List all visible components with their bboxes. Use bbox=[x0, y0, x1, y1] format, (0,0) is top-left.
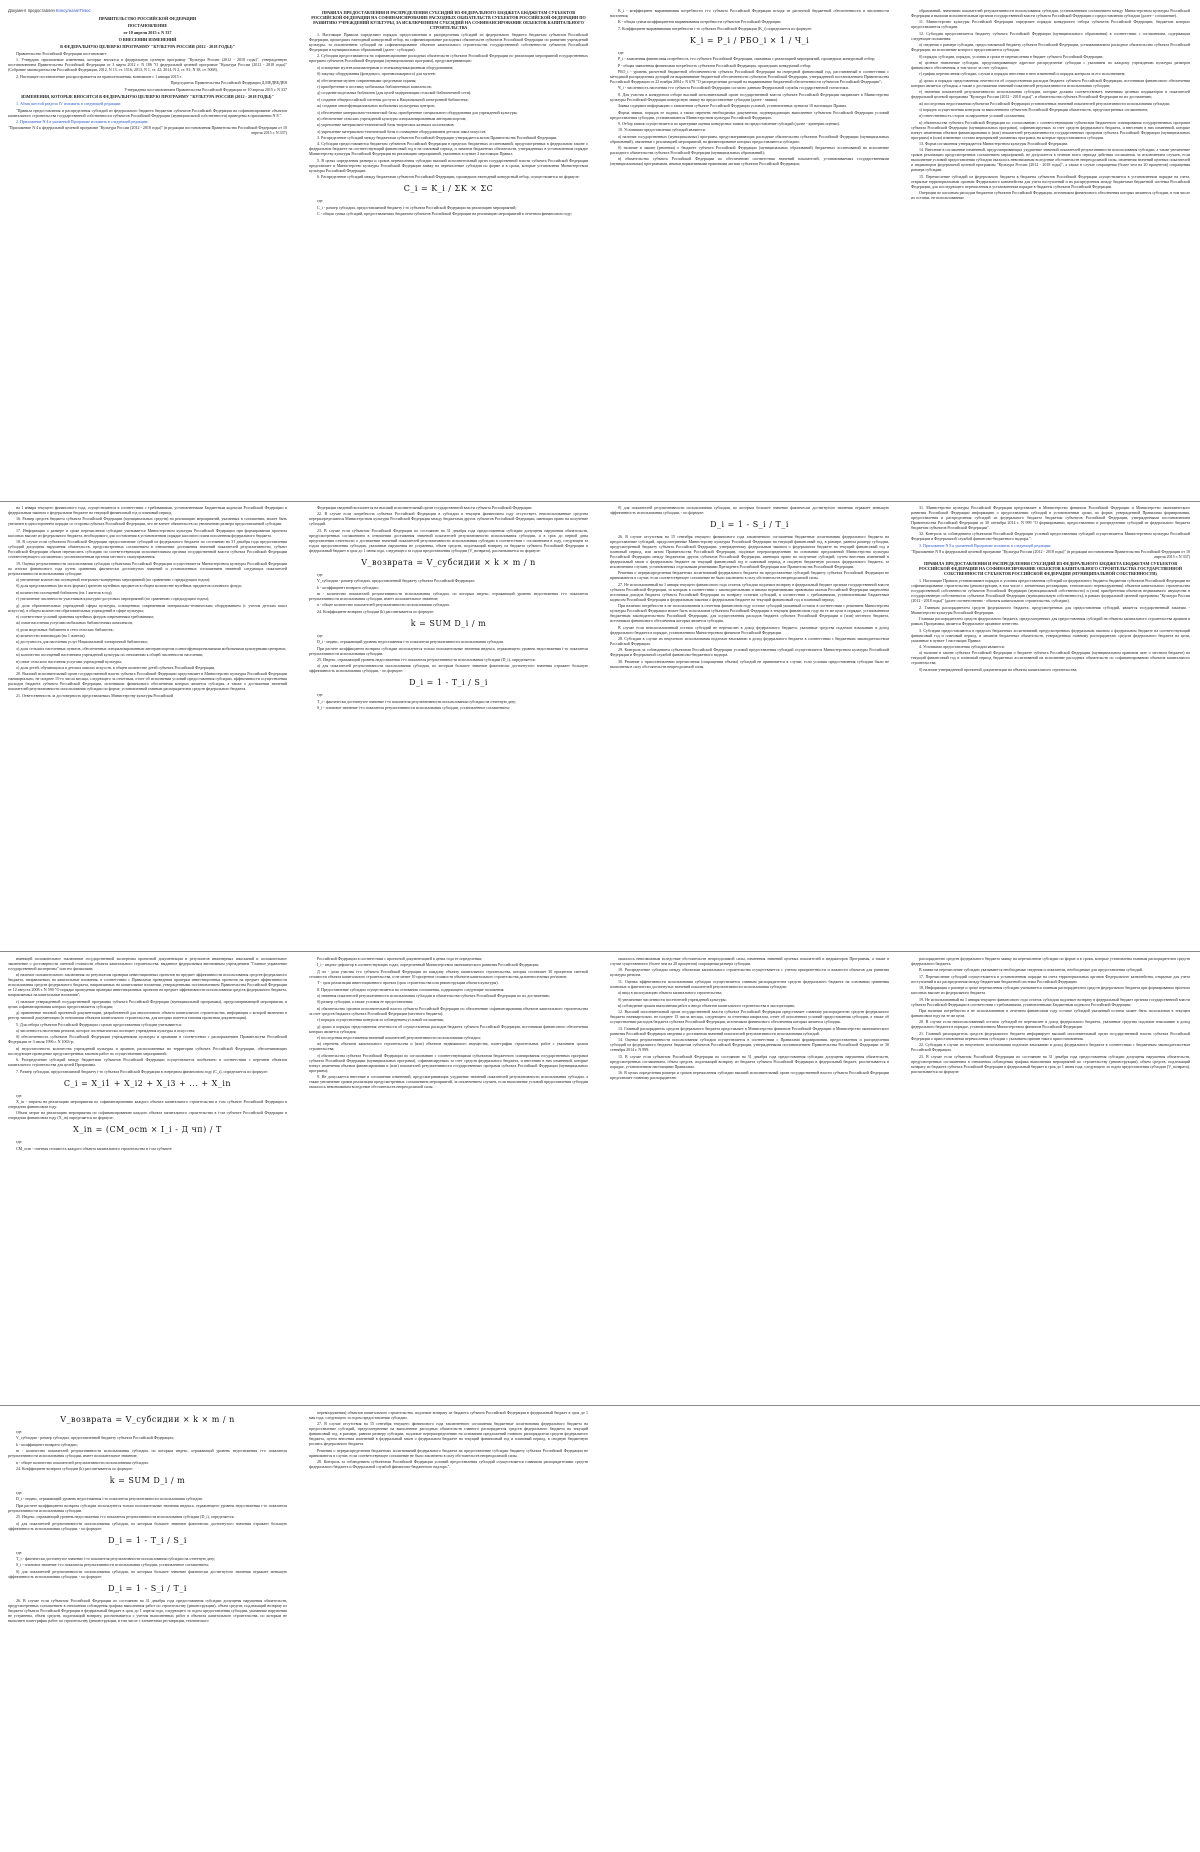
body-paragraph: в) обеспечение музеев современными средствами охраны; bbox=[317, 77, 417, 83]
body-paragraph: в) количество посещений библиотек (на 1 жителя в год); bbox=[16, 589, 113, 595]
body-paragraph: 27. В случае отсутствия на 15 сентября текущего финансового года заключенного соглашения бюджетные ассигнования федерального бюджета на предоставление субсидий, предусмотренные на выполнение расходных обязательств главного распорядителя средств федерального бюджета на текущий финансовый год, в размере, равном размеру субсидии, подлежат перераспределению на основании предложений главного распорядителя средств федерального бюджета, путем внесения изменений в федеральный закон о федеральном бюджете на текущий финансовый год и плановый период, в сводную бюджетную роспись федерального бюджета. bbox=[309, 1421, 588, 1447]
formula bbox=[8, 1079, 287, 1088]
body-paragraph: K - общая сумма коэффициентов выравнивания потребности субъектов Российской Федерации. bbox=[618, 19, 782, 25]
body-paragraph: г) график перечисления субсидии, случаи и порядок внесения в него изменений и порядок контроля за его исполнением; bbox=[919, 71, 1126, 77]
body-paragraph: имеющей положительное заключение государственной экспертизы проектной документации и результатов инженерных изысканий и положительное заключение о достоверности сметной стоимости объекта капитального строительства, выданное федеральным автономным учреждением "Главное управление государственной экспертизы" или его филиалами; bbox=[8, 956, 287, 971]
body-paragraph: где: bbox=[16, 1139, 23, 1145]
body-paragraph: з) порядок осуществления контроля за выполнением субъектом Российской Федерации обязательств, предусмотренных соглашением; bbox=[919, 106, 1148, 112]
body-paragraph: 5. В целях определения размера и сроков перечисления субсидии высший исполнительный орган государственной власти субъекта Российской Федерации представляет в Министерство культуры Российской Федерации заявку на перечисление субсидии по форме и в сроки, которые установлены Министерством культуры Российской Федерации. bbox=[309, 157, 588, 173]
document-page bbox=[606, 503, 893, 949]
formula bbox=[8, 1584, 287, 1593]
approval-note: "Приложение N 8 к федеральной целевой программе "Культура России (2012 - 2018 годы)" (в редакции постановления Правительства Российской Федерации от 10 апреля 2015 г. N 337) bbox=[911, 548, 1190, 559]
body-paragraph: T_i - фактически достигнутое значение i-го показателя результативности использования субсидии на отчетную дату; bbox=[16, 1555, 216, 1561]
body-paragraph: 1. Настоящие Правила устанавливают порядок и условия предоставления субсидий из федерального бюджета бюджетам субъектов Российской Федерации на софинансирование строительства (реконструкции, в том числе с элементами реставрации, технического перевооружения) объектов капитального строительства государственной собственности субъектов Российской Федерации (муниципальной собственности) и (или) приобретения объектов недвижимого имущества в государственную собственность субъектов Российской Федерации (муниципальную собственность), в рамках федеральной целевой программы "Культура России (2012 - 2018 годы)" (далее соответственно - объекты капитального строительства, субсидии). bbox=[911, 578, 1190, 604]
body-paragraph: о) доля детей, обучающихся в детских школах искусств, в общем количестве детей субъекта Российской Федерации. bbox=[16, 665, 216, 671]
formula-text: C_i = K_i / ΣK × ΣC bbox=[403, 184, 494, 194]
header-prefix: Документ предоставлен bbox=[8, 8, 55, 13]
body-paragraph: м) количество посещений населением учреждений культуры по отношению к общей численности населения; bbox=[16, 652, 203, 658]
body-paragraph: 6. Распределение субсидий между бюджетами субъектов Российской Федерации осуществляется пообъектно в соответствии с перечнем объектов капитального строительства для целей Программы. bbox=[8, 1057, 287, 1068]
body-paragraph: В заявке на перечисление субсидии указываются необходимые сведения и показатели, необходимые для предоставления субсидий. bbox=[919, 967, 1143, 973]
body-paragraph: 28. Субсидии в случае их нецелевого использования подлежат взысканию в доход федерального бюджета в соответствии с бюджетным законодательством Российской Федерации. bbox=[610, 635, 889, 646]
header-provider-note bbox=[8, 8, 287, 13]
body-paragraph: Решения о перераспределении бюджетных ассигнований федерального бюджета на предоставление субсидии бюджету субъекта Российской Федерации не принимаются в случае, если соответствующее соглашение не было заключено в силу обстоятельств непреодолимой силы. bbox=[309, 1447, 588, 1458]
body-paragraph: 15. Перечисление субсидий из федерального бюджета в бюджеты субъектов Российской Федерации осуществляется в установленном порядке на счета, открытые территориальным органам Федерального казначейства для учета поступлений и их распределения между бюджетами бюджетной системы Российской Федерации, для последующего перечисления в установленном порядке в бюджеты субъектов Российской Федерации. bbox=[911, 173, 1190, 189]
formula-text: k = SUM D_i / m bbox=[410, 618, 487, 628]
body-paragraph: д) доля образовательных учреждений сферы культуры, оснащенных современным материально-техническим оборудованием (с учетом детских школ искусств), в общем количестве образовательных учреждений в сфере культуры; bbox=[8, 602, 287, 613]
body-paragraph: а) для показателей результативности использования субсидии, по которым большее значение фактически достигнутого значения отражает большую эффективность использования субсидии, - по формуле: bbox=[309, 663, 588, 674]
section-title: ПОСТАНОВЛЕНИЕ bbox=[127, 23, 168, 28]
body-paragraph: ж) последствия недостижения субъектом Российской Федерации установленных значений показателей результативности использования субсидии; bbox=[919, 100, 1170, 106]
body-paragraph: в) наличие положительного заключения по результатам проверки инвестиционных проектов на предмет эффективности использования средств федерального бюджета, направляемых на капитальные вложения, в соответствии с Правилами проведения проверки инвестиционных проектов на предмет эффективности использования средств федерального бюджета, направляемых на капитальные вложения, утвержденными постановлением Правительства Российской Федерации от 12 августа 2008 г. N 590 "О порядке проведения проверки инвестиционных проектов на предмет эффективности использования средств федерального бюджета, направляемых на капитальные вложения"; bbox=[8, 972, 287, 998]
body-paragraph: 32. Контроль за соблюдением субъектами Российской Федерации условий предоставления субсидий осуществляется Министерством культуры Российской Федерации и Федеральной службой финансово-бюджетного надзора.". bbox=[911, 531, 1190, 542]
body-paragraph: 1. Утвердить прилагаемые изменения, которые вносятся в федеральную целевую программу "Культура России (2012 - 2018 годы)", утвержденную постановлением Правительства Российской Федерации от 3 марта 2012 г. N 186 "О федеральной целевой программе "Культура России (2012 - 2018 годы)" (Собрание законодательства Российской Федерации, 2012, N 13, ст. 1516; 2013, N 1, ст. 42; 2014, N 2, ст. 81; N 38, ст. 5068). bbox=[8, 57, 287, 73]
body-paragraph: S_i - плановое значение i-го показателя результативности использования субсидии, установленное соглашением; bbox=[317, 705, 510, 711]
body-paragraph: где: bbox=[317, 198, 324, 204]
body-paragraph: 10. Условиями предоставления субсидий являются: bbox=[618, 127, 706, 133]
body-paragraph: k - коэффициент возврата субсидии; bbox=[317, 584, 379, 590]
body-paragraph: 2. Главным распорядителем средств федерального бюджета, предусмотренных для предоставления субсидий, является государственный заказчик - Министерство культуры Российской Федерации. bbox=[911, 604, 1190, 615]
body-paragraph: 27. Не использованный на 1 января текущего финансового года остаток субсидии подлежит возврату в федеральный бюджет органом государственной власти субъекта Российской Федерации, за которым в соответствии с законодательными и иными нормативными правовыми актами Российской Федерации закреплены источники доходов бюджета субъекта Российской Федерации по возврату остатков субсидий, в соответствии с требованиями, установленными Бюджетным кодексом Российской Федерации и федеральным законом о федеральном бюджете на текущий финансовый год и плановый период. bbox=[610, 581, 889, 602]
body-paragraph: 22. Субсидии в случае их нецелевого использования подлежат взысканию в доход федерального бюджета в соответствии с бюджетным законодательством Российской Федерации. bbox=[911, 1042, 1190, 1053]
formula bbox=[8, 1476, 287, 1485]
body-paragraph: V_субсидии - размер субсидии, предоставленной бюджету субъекта Российской Федерации; bbox=[317, 578, 475, 584]
body-paragraph: 19. Оценка результативности использования субсидии субъектами Российской Федерации осуществляется Министерством культуры Российской Федерации по итогам финансового года путем сравнения фактически достигнутых значений и установленных соглашением значений следующих показателей результативности использования субсидии: bbox=[8, 560, 287, 576]
body-paragraph: P - общая заявленная финансовая потребность субъектов Российской Федерации, прошедших конкурсный отбор; bbox=[618, 62, 812, 68]
formula-text: V_возврата = V_субсидии × k × m / n bbox=[60, 1415, 235, 1424]
body-paragraph: 26. В случае отсутствия на 15 сентября текущего финансового года заключенного соглашения бюджетные ассигнования федерального бюджета на предоставление субсидий, предусмотренные Министерству культуры Российской Федерации на текущий финансовый год, в размере, равном размеру субсидии, предусмотренной бюджету субъекта Российской Федерации, утвержденному федеральным законом о федеральном бюджете на текущий финансовый год и плановый период, или актом Правительства Российской Федерации, подлежат перераспределению на основании предложений Министерства культуры Российской Федерации между бюджетами других субъектов Российской Федерации, имеющих право на получение субсидий, путем внесения изменений в федеральный закон о федеральном бюджете на текущий финансовый год и плановый период, в сводную бюджетную роспись федерального бюджета, за исключением случаев, установленных отдельными решениями Президента Российской Федерации или Правительства Российской Федерации. bbox=[610, 534, 889, 569]
document-page bbox=[305, 503, 592, 949]
body-paragraph: "Правила предоставления и распределения субсидий из федерального бюджета бюджетам субъектов Российской Федерации на софинансирование объектов капитального строительства государственной собственности субъектов Российской Федерации (муниципальной собственности) приведены в приложении N 8.". bbox=[8, 107, 287, 118]
body-paragraph: m - количество показателей результативности использования субсидии, по которым индекс, отражающий уровень недостижения i-го показателя результативности использования субсидии, имеет положительное значение; bbox=[309, 590, 588, 601]
body-paragraph: к) укрепление материально-технической базы творческих казачьих коллективов; bbox=[317, 122, 455, 128]
body-paragraph: е) создание общероссийской системы доступа к Национальной электронной библиотеке; bbox=[317, 96, 469, 102]
document-page bbox=[606, 954, 893, 1403]
formula bbox=[8, 1536, 287, 1545]
body-paragraph: 12. Высший исполнительный орган государственной власти субъекта Российской Федерации представляет главному распорядителю средств федерального бюджета ежеквартально, не позднее 15 числа месяца, следующего за отчетным кварталом, отчет об исполнении условий предоставления субсидии, а также об осуществлении расходов бюджета субъекта Российской Федерации, источником финансового обеспечения которых является субсидия. bbox=[610, 1009, 889, 1025]
body-paragraph: а) сведения о размере субсидии, предоставляемой бюджету субъекта Российской Федерации, устанавливаемом расходное обязательство субъекта Российской Федерации, на исполнение которого предоставляется субсидия; bbox=[911, 42, 1190, 53]
body-paragraph: Операции по кассовым расходам бюджетов субъектов Российской Федерации, источником финансового обеспечения которых являются субсидии, в том числе их остатки, не использованные bbox=[911, 190, 1190, 201]
body-paragraph: а) увеличение количества посещений театрально-концертных мероприятий (по сравнению с предыдущим годом); bbox=[16, 576, 211, 582]
body-paragraph: к) обязательства субъекта Российской Федерации по согласованию с соответствующими субъектами бюджетного планирования государственных программ субъекта Российской Федерации (муниципальных программ), софинансируемых за счет средств федерального бюджета, и внесению в них изменений, которые влекут изменения объемов финансирования и (или) показателей результативности государственных программ субъекта Российской Федерации (муниципальных программ) и (или) изменение состава мероприятий указанных программ, на которые предоставляются субсидии. bbox=[911, 119, 1190, 140]
body-paragraph: на 1 января текущего финансового года, осуществляются в соответствии с требованиями, установленными Бюджетным кодексом Российской Федерации и федеральным законом о федеральном бюджете на текущий финансовый год и плановый период. bbox=[8, 505, 287, 515]
document-page bbox=[907, 954, 1194, 1403]
body-paragraph: где: bbox=[16, 1092, 23, 1098]
body-paragraph: где: bbox=[317, 571, 324, 577]
document-page bbox=[305, 954, 592, 1403]
body-paragraph: з) обязательства субъекта Российской Федерации по согласованию с соответствующими субъектами бюджетного планирования государственных программ субъекта Российской Федерации (муниципальных программ), софинансируемых за счет средств федерального бюджета, и внесению в них изменений, которые влекут изменения объемов финансирования и (или) показателей результативности государственных программ субъекта Российской Федерации (муниципальных программ); bbox=[309, 1052, 588, 1073]
body-paragraph: д) применение типовой проектной документации, разработанной для аналогичного объекта капитального строительства, информация о которой включена в реестр типовой документации (в отношении объектов капитального строительства, для которых имеется типовая проектная документация). bbox=[8, 1010, 287, 1021]
body-paragraph: 8. Предоставление субсидии осуществляется на основании соглашения, содержащего следующие положения: bbox=[317, 986, 505, 992]
body-paragraph: 7. Коэффициент выравнивания потребности i-го субъекта Российской Федерации (K_i) определяется по формуле: bbox=[618, 25, 813, 31]
approval-note: Утверждены постановлением Правительства Российской Федерации от 10 апреля 2015 г. N 337 bbox=[124, 86, 287, 92]
body-paragraph: 4. Условиями предоставления субсидии являются: bbox=[919, 643, 1005, 649]
body-paragraph: Решения о перераспределении бюджетных ассигнований федерального бюджета на предоставление субсидий бюджету субъекта Российской Федерации не принимаются в случае, если соответствующее соглашение не было заключено в силу обстоятельств непреодолимой силы. bbox=[610, 570, 889, 581]
body-paragraph: л) доля сельских населенных пунктов, обеспеченных специализированным автотранспортом и многофункциональными мобильными культурными центрами; bbox=[16, 645, 286, 651]
body-paragraph: 30. Решение о приостановлении перечисления (сокращении объема) субсидий не принимается в случае, если условия предоставления субсидии были не выполнены в силу обстоятельств непреодолимой силы. bbox=[610, 658, 889, 669]
body-paragraph: 3. Распределение субсидий между бюджетами субъектов Российской Федерации утверждается актом Правительства Российской Федерации. bbox=[317, 135, 558, 141]
formula bbox=[309, 184, 588, 193]
body-paragraph: 2. Настоящее постановление распространяется на правоотношения, возникшие с 1 января 2015 г. bbox=[16, 73, 182, 79]
body-paragraph: а) наличие в законе субъекта Российской Федерации о бюджете субъекта Российской Федерации (муниципальном правовом акте о местном бюджете) на текущий финансовый год и плановый период бюджетных ассигнований на исполнение расходных обязательств по софинансированию объектов капитального строительства; bbox=[911, 650, 1190, 666]
body-paragraph: 9. Отбор заявок осуществляется по критериям оценки конкурсных заявок на предоставление субсидий (далее - критерии оценки). bbox=[618, 120, 840, 126]
section-title: ПРАВИЛА ПРЕДОСТАВЛЕНИЯ И РАСПРЕДЕЛЕНИЯ СУБСИДИЙ ИЗ ФЕДЕРАЛЬНОГО БЮДЖЕТА БЮДЖЕТАМ СУБЪЕКТОВ РОССИЙСКОЙ ФЕДЕРАЦИИ НА СОФИНАНСИРОВАНИЕ ОБЪЕКТОВ КАПИТАЛЬНОГО СТРОИТЕЛЬСТВА ГОСУДАРСТВЕННОЙ СОБСТВЕННОСТИ СУБЪЕКТОВ РОССИЙСКОЙ ФЕДЕРАЦИИ (МУНИЦИПАЛЬНОЙ СОБСТВЕННОСТИ) bbox=[919, 561, 1182, 577]
body-paragraph: При наличии потребности в не использованном в отчетном финансовом году остатке субсидий указанный остаток может быть использован в текущем финансовом году на те же цели. bbox=[911, 1007, 1190, 1018]
body-paragraph: n - общее количество показателей результативности использования субсидии. bbox=[16, 1459, 149, 1465]
formula-text: C_i = X_i1 + X_i2 + X_i3 + ... + X_in bbox=[63, 1078, 232, 1088]
document-page bbox=[907, 6, 1194, 500]
document-page bbox=[907, 503, 1194, 949]
body-paragraph: 1. Настоящие Правила определяют порядок предоставления и распределения субсидий из федерального бюджета бюджетам субъектов Российской Федерации, прошедших ежегодный конкурсный отбор, на софинансирование расходных обязательств субъектов Российской Федерации по развитию учреждений культуры, за исключением субсидий на софинансирование объектов капитального строительства государственной собственности субъектов Российской Федерации и муниципальных образований (далее - субсидии). bbox=[309, 32, 588, 52]
row-separator bbox=[0, 1405, 1200, 1406]
body-paragraph: V_субсидии - размер субсидии, предоставленной бюджету субъекта Российской Федерации; bbox=[16, 1435, 174, 1441]
body-paragraph: и) обеспечение сельских учреждений культуры специализированным автотранспортом; bbox=[317, 115, 467, 121]
body-paragraph: где: bbox=[618, 49, 625, 55]
body-paragraph: 25. Индекс, отражающий уровень недостижения i-го показателя результативности использования субсидии (D_i), определяется: bbox=[16, 1514, 235, 1520]
formula bbox=[8, 1415, 287, 1424]
formula-text: D_i = 1 - T_i / S_i bbox=[409, 678, 488, 688]
body-paragraph: 13. Форма соглашения утверждается Министерством культуры Российской Федерации. bbox=[919, 141, 1068, 147]
formula-text: V_возврата = V_субсидии × k × m / n bbox=[361, 557, 536, 567]
body-paragraph: 15. В случае если субъектом Российской Федерации по состоянию на 31 декабря года предоставления субсидии допущены нарушения обязательств, предусмотренных соглашением, объем средств, подлежащий возврату из бюджета субъекта Российской Федерации в федеральный бюджет, рассчитывается в порядке, установленном настоящими Правилами. bbox=[610, 1053, 889, 1069]
body-paragraph: При расчете коэффициента возврата субсидии используются только положительные значения индекса, отражающего уровень недостижения i-го показателя результативности использования субсидии. bbox=[309, 645, 588, 656]
body-paragraph: г) порядок осуществления контроля за соблюдением условий соглашения; bbox=[317, 1017, 444, 1023]
section-title: В ФЕДЕРАЛЬНУЮ ЦЕЛЕВУЮ ПРОГРАММУ "КУЛЬТУРА РОССИИ (2012 - 2018 ГОДЫ)" bbox=[60, 44, 235, 49]
body-paragraph: X_in - затраты на реализацию мероприятия по софинансированию каждого объекта капитального строительства в i-ом субъекте Российской Федерации в очередном финансовом году. bbox=[8, 1098, 287, 1109]
row-separator bbox=[0, 951, 1200, 952]
document-page bbox=[4, 1408, 291, 1848]
section-title: О ВНЕСЕНИИ ИЗМЕНЕНИЙ bbox=[118, 37, 177, 42]
body-paragraph: б) обеспеченность субъектов Российской Федерации учреждениями культуры и архивами в соответствии с распоряжением Правительства Российской Федерации от 3 июля 1996 г. N 1063-р; bbox=[8, 1034, 287, 1045]
body-paragraph: T_i - фактически достигнутое значение i-го показателя результативности использования субсидии на отчетную дату; bbox=[317, 698, 517, 704]
body-paragraph: 3. Субсидии предоставляются в пределах бюджетных ассигнований, предусмотренных федеральным законом о федеральном бюджете на соответствующий финансовый год и плановый период, и лимитов бюджетных обязательств, утвержденных главному распорядителю средств федерального бюджета на цели, указанные в пункте 1 настоящих Правил. bbox=[911, 627, 1190, 643]
body-paragraph: 25. Индекс, отражающий уровень недостижения i-го показателя результативности использования субсидии (D_i), определяется: bbox=[317, 656, 536, 662]
body-paragraph: 6. Распределение субсидий между бюджетами субъектов Российской Федерации, прошедших ежегодный конкурсный отбор, осуществляется по формуле: bbox=[317, 174, 580, 180]
body-paragraph: 29. Контроль за соблюдением субъектами Российской Федерации условий предоставления субсидий осуществляется Министерством культуры Российской Федерации и Федеральной службой финансово-бюджетного надзора. bbox=[610, 647, 889, 658]
body-paragraph: ж) охват населения услугами мобильных библиотечных комплексов; bbox=[16, 620, 134, 626]
formula bbox=[8, 1125, 287, 1134]
amendment-link-paragraph[interactable]: 1. Абзац шестой раздела IV изложить в следующей редакции: bbox=[16, 101, 122, 107]
body-paragraph: перевооружения) объектов капитального строительства, подлежит возврату из бюджета субъекта Российской Федерации в федеральный бюджет в срок до 1 мая года, следующего за годом предоставления субсидии. bbox=[309, 1410, 588, 1420]
body-paragraph: 16. В целях определения размера и сроков перечисления субсидии высший исполнительный орган государственной власти субъекта Российской Федерации представляет главному распорядителю bbox=[610, 1069, 889, 1080]
body-paragraph: В случае если неиспользованный остаток субсидий не перечислен в доход федерального бюджета, указанные средства подлежат взысканию в доход федерального бюджета в порядке, установленном Министерством финансов Российской Федерации. bbox=[610, 624, 889, 635]
body-paragraph: 10. Распределение субсидии между объектами капитального строительства осуществляется с учетом приоритетности и важности объектов для развития культуры региона. bbox=[610, 967, 889, 978]
body-paragraph: D_i - индекс, отражающий уровень недостижения i-го показателя результативности использования субсидии. bbox=[317, 639, 504, 645]
body-paragraph: 11. Министерство культуры Российской Федерации определяет порядок конкурсного отбора субъектов Российской Федерации, бюджетам которых предоставляются субсидии. bbox=[911, 19, 1190, 30]
body-paragraph: 9. Не допускается внесение в соглашение изменений, предусматривающих ухудшение значений показателей результативности использования субсидии, а также увеличение сроков реализации предусмотренных соглашением мероприятий, за исключением случаев, если выполнение условий предоставления субсидии оказалось невозможным вследствие обстоятельств непреодолимой силы. bbox=[309, 1074, 588, 1090]
body-paragraph: Заявка содержит информацию о заявленном субъекте Российской Федерации условий, установленных пунктом 10 настоящих Правил. bbox=[618, 103, 848, 109]
body-paragraph: P_i - заявленная финансовая потребность i-го субъекта Российской Федерации, связанная с реализацией мероприятий, прошедших конкурсный отбор; bbox=[618, 56, 875, 62]
body-paragraph: з) доля модельных библиотек в сети сельских библиотек; bbox=[16, 626, 114, 632]
body-paragraph: 18. В случае если субъектом Российской Федерации предоставление субсидий из федерального бюджета по состоянию на 31 декабря года предоставления субсидий допущены нарушения обязательств, предусмотренных соглашением в отношении достижения значений показателей результативности, субъект Российской Федерации обязан перечислить субсидию по соответствующим исполнительным органам государственной власти субъекта Российской Федерации соответствующего соглашения с уполномоченным органом местного самоуправления. bbox=[8, 539, 287, 560]
body-paragraph: Объем затрат на реализацию мероприятия по софинансированию каждого объекта капитального строительства в i-ом субъекте Российской Федерации в очередном финансовом году (X_in) определяется по формуле: bbox=[8, 1110, 287, 1121]
body-paragraph: б) для показателей результативности использования субсидии, по которым большее значение фактически достигнутого значения отражает меньшую эффективность использования субсидии, - по формуле: bbox=[610, 505, 889, 515]
body-paragraph: где: bbox=[317, 632, 324, 638]
body-paragraph: в) соблюдение сроков выполнения работ и ввода объектов капитального строительства в эксплуатацию; bbox=[618, 1002, 796, 1008]
body-paragraph: где: bbox=[317, 692, 324, 698]
section-title: ПРАВИТЕЛЬСТВО РОССИЙСКОЙ ФЕДЕРАЦИИ bbox=[98, 16, 197, 21]
body-paragraph: Правительство Российской Федерации постановляет: bbox=[16, 51, 108, 56]
body-paragraph: 21. Главный распорядитель средств федерального бюджета информирует высший исполнительный орган государственной власти субъекта Российской Федерации о приостановлении перечисления субсидии с указанием причин такого приостановления. bbox=[911, 1030, 1190, 1041]
body-paragraph: 2. Субсидии предоставляются на софинансирование расходных обязательств субъектов Российской Федерации по реализации мероприятий государственных программ субъектов Российской Федерации (муниципальных программ), предусматривающих: bbox=[309, 53, 588, 64]
document-page bbox=[4, 954, 291, 1403]
body-paragraph: Д чп - доля участия i-го субъекта Российской Федерации по каждому объекту капитального строительства, которая составляет 30 процентов сметной стоимости объекта капитального строительства, и не менее 10 процентов стоимости объектов капитального строительства дальневосточных регионов; bbox=[309, 968, 588, 979]
body-paragraph: где: bbox=[16, 1549, 23, 1555]
body-paragraph: 28. Контроль за соблюдением субъектами Российской Федерации условий предоставления субсидий осуществляется главными распорядителями средств федерального бюджета и Федеральной службой финансово-бюджетного надзора.". bbox=[309, 1459, 588, 1470]
body-paragraph: РБО_i - уровень расчетной бюджетной обеспеченности субъекта Российской Федерации на очередной финансовый год, рассчитанный в соответствии с методикой распределения дотаций на выравнивание бюджетной обеспеченности субъектов Российской Федерации, утвержденной постановлением Правительства Российской Федерации от 22 ноября 2004 г. N 670 "О распределении дотаций на выравнивание бюджетной обеспеченности субъектов Российской Федерации"; bbox=[610, 68, 889, 84]
body-paragraph: а) для показателей результативности использования субсидии, по которым большее значение фактически достигнутого значения отражает большую эффективность использования субсидии, - по формуле: bbox=[8, 1520, 287, 1531]
approval-note: Председатель Правительства Российской Федерации Д.МЕДВЕДЕВ bbox=[170, 79, 287, 85]
body-paragraph: г) наличие утвержденной государственной программы субъекта Российской Федерации (муниципальной программы), предусматривающей мероприятия, в целях софинансирования которых предоставляется субсидия; bbox=[8, 998, 287, 1009]
formula-text: D_i = 1 - S_i / T_i bbox=[710, 520, 789, 529]
body-paragraph: 8. Для участия в конкурсном отборе высший исполнительный орган государственной власти субъекта Российской Федерации направляет в Министерство культуры Российской Федерации конкурсную заявку на предоставление субсидии (далее - заявка). bbox=[610, 91, 889, 102]
body-paragraph: Российской Федерации в соответствии с проектной документацией в ценах года ее определения; bbox=[317, 956, 483, 961]
body-paragraph: и) ответственность сторон за нарушение условий соглашения; bbox=[919, 113, 1026, 119]
body-paragraph: n - общее количество показателей результативности использования субсидии. bbox=[317, 602, 450, 608]
amendment-link-paragraph[interactable]: 3. Приложение N 8 к указанной Программе изложить в следующей редакции: bbox=[919, 542, 1052, 548]
formula-text: k = SUM D_i / m bbox=[109, 1475, 186, 1485]
body-paragraph: m - количество показателей результативности использования субсидии, по которым индекс, отражающий уровень недостижения i-го показателя результативности использования субсидии, имеет положительное значение; bbox=[8, 1448, 287, 1459]
body-paragraph: Ч_i - численность населения i-го субъекта Российской Федерации согласно данным Федеральной службы государственной статистики. bbox=[618, 85, 849, 91]
body-paragraph: к) доступность для населения услуг Национальной электронной библиотеки; bbox=[16, 639, 148, 645]
formula-text: K_i = P_i / РБО_i × 1 / Ч_i bbox=[689, 35, 810, 45]
document-page bbox=[4, 503, 291, 949]
body-paragraph: в) обязательство органов исполнительной власти субъекта Российской Федерации по обеспечению софинансирования объектов капитального строительства за счет средств бюджета субъекта Российской Федерации (местного бюджета); bbox=[309, 1005, 588, 1016]
row-separator bbox=[0, 501, 1200, 502]
body-paragraph: 18. Информация о размере и сроке перечисления субсидии учитывается главным распорядителем средств федерального бюджета при формировании прогноза кассовых выплат из федерального бюджета. bbox=[911, 985, 1190, 996]
body-paragraph: г) приобретение и поставку мобильных библиотечных комплексов; bbox=[317, 83, 432, 89]
body-paragraph: е) значения показателей результативности использования субсидии, которые должны соответствовать значениям целевых индикаторов и показателей федеральной целевой программы "Культура России (2012 - 2018 годы)", и обязательства субъекта Российской Федерации по их достижению; bbox=[911, 89, 1190, 100]
body-paragraph: образований, значениям показателей результативности использования субсидии, установленным соглашением между Министерством культуры Российской Федерации и высшим исполнительным органом государственной власти субъекта Российской Федерации о предоставлении субсидии (далее - соглашение). bbox=[911, 8, 1190, 18]
body-paragraph: л) укрепление материально-технической базы и оснащение оборудованием детских школ искусств. bbox=[317, 128, 487, 134]
body-paragraph: б) доля представленных (во всех формах) зрителю музейных предметов в общем количестве музейных предметов основного фонда; bbox=[16, 583, 242, 589]
body-paragraph: оказалось невозможным вследствие обстоятельств непреодолимой силы, изменения значений целевых показателей и индикаторов Программы, а также в случае существенного (более чем на 20 процентов) сокращения размера субсидии. bbox=[610, 956, 889, 966]
body-paragraph: где: bbox=[16, 1489, 23, 1495]
body-paragraph: 23. В случае если субъектом Российской Федерации по состоянию на 31 декабря года предоставления субсидии допущены нарушения обязательств, предусмотренных соглашением в отношении соблюдения графика выполнения мероприятий по строительству (реконструкции), объем средств, подлежащий возврату из бюджета субъекта Российской Федерации в федеральный бюджет в срок до 1 июня года, следующего за годом предоставления субсидии (V_возврата), рассчитывается по формуле: bbox=[911, 1053, 1190, 1074]
body-paragraph: 26. В случае если субъектом Российской Федерации по состоянию на 31 декабря года предоставления субсидии допущены нарушения обязательств, предусмотренных соглашением в отношении соблюдения графика выполнения работ по строительству (реконструкции), объем средств, подлежащий возврату из бюджета субъекта Российской Федерации в федеральный бюджет в срок до 1 апреля года, следующего за годом предоставления субсидии, указанные нарушения не устранены, объем средств, подлежащий возврату, рассчитывается с учетом выполненных работ в объектах капитального строительства, по которым не выполнен план-график работ по строительству (реконструкции, в том числе с элементами реставрации, технического bbox=[8, 1597, 287, 1623]
body-paragraph: 14. Внесение в соглашение изменений, предусматривающих ухудшение значений показателей результативности использования субсидии, а также увеличение сроков реализации предусмотренных соглашением мероприятий, не допускается в течение всего периода действия соглашения, за исключением случаев, если выполнение условий предоставления субсидии оказалось невозможным вследствие обстоятельств непреодолимой силы, изменения значений целевых показателей и индикаторов федеральной целевой программы "Культура России (2012 - 2018 годы)", а также в случае сокращения (более чем на 20 процентов) сокращения размера субсидии. bbox=[911, 147, 1190, 173]
body-paragraph: При расчете коэффициента возврата субсидии используются только положительные значения индекса, отражающего уровень недостижения i-го показателя результативности использования субсидии. bbox=[8, 1502, 287, 1513]
body-paragraph: При наличии потребности в не использованном в отчетном финансовом году остатке субсидий указанный остаток в соответствии с решением Министерства культуры Российской Федерации может быть использован субъектом Российской Федерации в текущем финансовом году на те же цели в порядке, установленном бюджетным законодательством Российской Федерации, для осуществления расходов бюджета субъекта Российской Федерации и (или) местного бюджета, источником финансового обеспечения которых является субсидия. bbox=[610, 603, 889, 624]
body-paragraph: б) размер субсидии, а также условия ее предоставления; bbox=[317, 999, 414, 1005]
body-paragraph: 14. Оценка результативности использования субсидии осуществляется в соответствии с Правилами формирования, предоставления и распределения субсидий из федерального бюджета бюджетам субъектов Российской Федерации, утвержденными постановлением Правительства Российской Федерации от 30 сентября 2014 г. N 999. bbox=[610, 1037, 889, 1053]
body-paragraph: д) сроки и порядок представления отчетности об осуществлении расходов бюджета субъекта Российской Федерации, источником финансового обеспечения которых является субсидия; bbox=[309, 1023, 588, 1034]
body-paragraph: C - общая сумма субсидий, предоставляемых бюджетам субъектов Российской Федерации на реализацию мероприятий в отчетном финансовом году; bbox=[317, 211, 573, 217]
body-paragraph: б) порядок субсидии, порядок, условия и сроки ее перечисления в бюджет субъекта Российской Федерации; bbox=[919, 53, 1104, 59]
document-page bbox=[305, 1408, 592, 1638]
body-paragraph: 23. В случае если субъектом Российской Федерации по состоянию на 31 декабря года предоставления субсидии допущены нарушения обязательств, предусмотренных соглашением в отношении достижения значений показателей результативности использования субсидии, и в срок до первой даты представления отчетности о достижении значений показателей результативности использования субсидии в соответствии с соглашением в году, следующем за годом предоставления субсидии, указанные нарушения не устранены, объем средств, подлежащий возврату из бюджета субъекта Российской Федерации в федеральный бюджет в срок до 1 июня года, следующего за годом предоставления субсидии (V_возврата), рассчитывается по формуле: bbox=[309, 527, 588, 553]
body-paragraph: C_i - размер субсидии, предоставляемой бюджету i-го субъекта Российской Федерации на реализацию мероприятий; bbox=[317, 204, 517, 210]
body-paragraph: ж) перечень объектов капитального строительства и (или) объектов недвижимого имущества, план-график строительных работ с указанием сроков строительства; bbox=[309, 1041, 588, 1052]
body-paragraph: б) для показателей результативности использования субсидии, по которым большее значение фактически достигнутого значения отражает меньшую эффективность использования субсидии, - по формуле: bbox=[8, 1568, 287, 1579]
body-paragraph: е) соответствие условий хранения музейных фондов современным требованиям; bbox=[16, 613, 154, 619]
body-paragraph: K_i - коэффициент выравнивания потребности i-го субъекта Российской Федерации исходя из расчетной бюджетной обеспеченности и численности населения; bbox=[610, 8, 889, 18]
body-paragraph: ж) создание многофункциональных мобильных культурных центров; bbox=[317, 103, 436, 109]
body-paragraph: 16. Размер средств бюджета субъекта Российской Федерации (муниципальных средств) на реализацию мероприятий, указанных в соглашении, может быть увеличен в одностороннем порядке со стороны субъекта Российской Федерации, что не влечет обязательств по увеличению размера предоставляемой субсидии. bbox=[8, 516, 287, 527]
formula bbox=[309, 678, 588, 687]
body-paragraph: D_i - индекс, отражающий уровень недостижения i-го показателя результативности использования субсидии. bbox=[16, 1496, 203, 1502]
body-paragraph: k - коэффициент возврата субсидии; bbox=[16, 1441, 78, 1447]
body-paragraph: S_i - плановое значение i-го показателя результативности использования субсидии, установленное соглашением; bbox=[16, 1562, 209, 1568]
header-brand-link[interactable]: КонсультантПлюс bbox=[56, 8, 91, 13]
formula bbox=[610, 520, 889, 529]
document-page bbox=[4, 6, 291, 500]
body-paragraph: е) последствия недостижения значений показателей результативности использования субсидии; bbox=[317, 1034, 481, 1040]
formula-text: D_i = 1 - T_i / S_i bbox=[108, 1535, 187, 1545]
body-paragraph: а) наличие государственных (муниципальных) программ, предусматривающих расходные обязательства субъектов Российской Федерации (муниципальных образований), связанные с реализацией мероприятий, на финансирование которых предоставляются субсидии; bbox=[610, 133, 889, 144]
body-paragraph: CM_ocm - сметная стоимость каждого объекта капитального строительства в i-ом субъекте bbox=[16, 1145, 172, 1151]
body-paragraph: Федерации сведений возлагается на высший исполнительный орган государственной власти субъекта Российской Федерации. bbox=[317, 505, 533, 510]
body-paragraph: и) количество книговыдач (на 1 жителя); bbox=[16, 633, 86, 639]
body-paragraph: в) недостаточность количества учреждений культуры и архивов, расположенных на территории субъекта Российской Федерации, обеспечивающих последующее проведение предусмотренных законом работ по осуществлению мероприятий; bbox=[8, 1045, 287, 1056]
formula-text: X_in = (CM_ocm × I_i - Д чп) / T bbox=[73, 1125, 222, 1135]
body-paragraph: 11. Оценка эффективности использования субсидии осуществляется главным распорядителем средств федерального бюджета на основании сравнения плановых и фактически достигнутых значений показателей результативности использования субсидии: bbox=[610, 978, 889, 989]
body-paragraph: а) значения показателей результативности использования субсидии и обязательства субъекта Российской Федерации по их достижению; bbox=[317, 992, 550, 998]
body-paragraph: 4. Субсидии предоставляются бюджетам субъектов Российской Федерации в пределах бюджетных ассигнований, предусмотренных в федеральном законе о федеральном бюджете на соответствующий финансовый год и на плановый период, и лимитов бюджетных обязательств, утвержденных в установленном порядке Министерству культуры Российской Федерации на реализацию мероприятий, указанных в пункте 2 настоящих Правил. bbox=[309, 141, 588, 157]
approval-note: "Приложение N 4 к федеральной целевой программе "Культура России (2012 - 2018 годы)" (в редакции постановления Правительства Российской Федерации от 10 апреля 2015 г. N 337) bbox=[8, 125, 287, 135]
body-paragraph: T - срок реализации инвестиционного проекта (срок строительства или реконструкции объекта культуры). bbox=[317, 980, 499, 986]
body-paragraph: д) создание модельных библиотек (для целей модернизации сельской библиотечной сети); bbox=[317, 90, 472, 96]
body-paragraph: 19. Не использованный на 1 января текущего финансового года остаток субсидии подлежит возврату в федеральный бюджет органом государственной власти субъекта Российской Федерации в соответствии с требованиями, установленными Бюджетным кодексом Российской Федерации. bbox=[911, 996, 1190, 1007]
body-paragraph: в) обязательство субъекта Российской Федерации по обеспечению соответствия значений показателей, устанавливаемых государственными (муниципальными) программами, иными нормативными правовыми актами субъектов Российской Федерации; bbox=[610, 156, 889, 167]
formula bbox=[610, 36, 889, 45]
body-paragraph: а) ввод в эксплуатацию объекта капитального строительства; bbox=[618, 990, 723, 996]
body-paragraph: 20. В случае если неиспользованный остаток субсидий не перечислен в доход федерального бюджета, указанные средства подлежат взысканию в доход федерального бюджета в порядке, установленном Министерством финансов Российской Федерации. bbox=[911, 1019, 1190, 1030]
body-paragraph: 17. Перечисление субсидий осуществляется в установленном порядке на счета территориальных органов Федерального казначейства, открытые для учета поступлений и их распределения между бюджетами бюджетной системы Российской Федерации. bbox=[911, 973, 1190, 984]
body-paragraph: 12. Субсидия предоставляется бюджету субъекта Российской Федерации (муниципального образования) в соответствии с соглашением, содержащим следующие положения: bbox=[911, 30, 1190, 41]
body-paragraph: 17. Информация о размере и сроке перечисления субсидии учитывается Министерством культуры Российской Федерации при формировании прогноза кассовых выплат из федерального бюджета, необходимого для составления в установленном порядке кассового плана исполнения федерального бюджета. bbox=[8, 527, 287, 538]
section-title: ПРАВИЛА ПРЕДОСТАВЛЕНИЯ И РАСПРЕДЕЛЕНИЯ СУБСИДИЙ ИЗ ФЕДЕРАЛЬНОГО БЮДЖЕТА БЮДЖЕТАМ СУБЪЕКТОВ РОССИЙСКОЙ ФЕДЕРАЦИИ НА СОФИНАНСИРОВАНИЕ РАСХОДНЫХ ОБЯЗАТЕЛЬСТВ СУБЪЕКТОВ РОССИЙСКОЙ ФЕДЕРАЦИИ ПО РАЗВИТИЮ УЧРЕЖДЕНИЙ КУЛЬТУРЫ, ЗА ИСКЛЮЧЕНИЕМ СУБСИДИЙ НА СОФИНАНСИРОВАНИЕ ОБЪЕКТОВ КАПИТАЛЬНОГО СТРОИТЕЛЬСТВА bbox=[311, 10, 586, 30]
section-title: ИЗМЕНЕНИЯ, КОТОРЫЕ ВНОСЯТСЯ В ФЕДЕРАЛЬНУЮ ЦЕЛЕВУЮ ПРОГРАММУ "КУЛЬТУРА РОССИИ (2012 - 2018 ГОДЫ)" bbox=[21, 94, 274, 100]
body-paragraph: 31. Министерство культуры Российской Федерации представляет в Министерство финансов Российской Федерации и Министерство экономического развития Российской Федерации информацию о предоставлении субсидий в установленные сроки, по форме, утвержденной Правилами формирования, предоставления и распределения субсидий из федерального бюджета бюджетам субъектов Российской Федерации, утвержденными постановлением Правительства Российской Федерации от 30 сентября 2014 г. N 999 "О формировании, предоставлении и распределении субсидий из федерального бюджета бюджетам субъектов Российской Федерации". bbox=[911, 505, 1190, 530]
body-paragraph: г) увеличение численности участников культурно-досуговых мероприятий (по сравнению с предыдущим годом); bbox=[16, 596, 210, 602]
body-paragraph: 7. Размер субсидии, предоставляемой бюджету i-го субъекта Российской Федерации в очередном финансовом году (C_i), определяется по формуле: bbox=[16, 1068, 269, 1074]
body-paragraph: Форма заявки, порядок ее подачи, а также перечень необходимых документов, подтверждающих выполнение субъектом Российской Федерации условий предоставления субсидии, устанавливаются Министерством культуры Российской Федерации. bbox=[610, 109, 889, 120]
body-paragraph: 13. Главный распорядитель средств федерального бюджета представляет в Министерство финансов Российской Федерации и Министерство экономического развития Российской Федерации сведения о достижении значений показателей результативности использования субсидий. bbox=[610, 1025, 889, 1036]
body-paragraph: з) обеспечение материально-технической базы, приобретение специального оборудования для учреждений культуры; bbox=[317, 109, 518, 115]
body-paragraph: 5. Для отбора субъектов Российской Федерации с целью предоставления субсидии учитываются: bbox=[16, 1021, 182, 1027]
amendment-link-paragraph[interactable]: 2. Приложение N 4 к указанной Программе изложить в следующей редакции: bbox=[16, 119, 149, 125]
formula bbox=[309, 558, 588, 567]
body-paragraph: в) целевое назначение субсидии, предусматривающее адресное распределение субсидии с указанием по каждому учреждению культуры размеров финансового обеспечения, в том числе за счет субсидии; bbox=[911, 59, 1190, 70]
body-paragraph: 24. Коэффициент возврата субсидии (k) рассчитывается по формуле: bbox=[16, 1465, 134, 1471]
section-title: от 10 апреля 2015 г. N 337 bbox=[123, 30, 172, 35]
document-page bbox=[305, 6, 592, 500]
body-paragraph: 24. Коэффициент возврата субсидии (k) рассчитывается по формуле: bbox=[317, 608, 435, 614]
body-paragraph: д) сроки и порядок представления отчетности об осуществлении расходов бюджета субъекта Российской Федерации, источником финансового обеспечения которых является субсидия, а также о достижении значений показателей результативности использования субсидии; bbox=[911, 77, 1190, 88]
body-paragraph: I_i - индекс-дефлятор в соответствующих годах, определенный Министерством экономического развития Российской Федерации; bbox=[317, 962, 539, 968]
formula bbox=[309, 619, 588, 628]
body-paragraph: распорядителю средств федерального бюджета заявку на перечисление субсидии по форме и в сроки, которые установлены главным распорядителем средств федерального бюджета. bbox=[911, 956, 1190, 966]
body-paragraph: 20. Высший исполнительный орган государственной власти субъекта Российской Федерации представляет в Министерство культуры Российской Федерации ежеквартально, не позднее 15-го числа месяца, следующего за отчетным, отчет об исполнении условий предоставления субсидии, эффективности осуществления расходов бюджета субъекта Российской Федерации, источником финансового обеспечения которых является субсидия, а также о достижении значений показателей результативности использования субсидии по форме, установленной главным распорядителем средств федерального бюджета. bbox=[8, 671, 287, 692]
formula-text: D_i = 1 - S_i / T_i bbox=[108, 1583, 187, 1593]
document-page bbox=[606, 6, 893, 500]
body-paragraph: Главным распорядителем средств федерального бюджета, предусмотренных для предоставления субсидий на объекты капитального строительства архивов в рамках Программы, является Федеральное архивное агентство. bbox=[911, 616, 1190, 627]
body-paragraph: 22. В случае если потребность субъекта Российской Федерации в субсидии в текущем финансовом году отсутствует, неиспользованные средства перераспределяются Министерством культуры Российской Федерации между бюджетами других субъектов Российской Федерации, имеющих право на получение субсидий. bbox=[309, 511, 588, 527]
body-paragraph: н) охват сельского населения услугами учреждений культуры; bbox=[16, 658, 123, 664]
body-paragraph: а) оснащение музеев компьютерным и телекоммуникационным оборудованием; bbox=[317, 64, 454, 70]
body-paragraph: б) наличие в законе (решении) о бюджете субъекта Российской Федерации (муниципальных образований) бюджетных ассигнований на исполнение расходного обязательства субъекта Российской Федерации (муниципальных образований); bbox=[610, 145, 889, 156]
body-paragraph: 21. Ответственность за достоверность представляемых Министерству культуры Российской bbox=[16, 692, 174, 698]
body-paragraph: б) наличие утвержденной проектной документации на объекты капитального строительства; bbox=[919, 666, 1078, 672]
body-paragraph: б) закупку оборудования (фондового, противопожарного) для музеев; bbox=[317, 71, 436, 77]
body-paragraph: б) увеличение численности посетителей учреждений культуры; bbox=[618, 996, 727, 1002]
body-paragraph: а) численность населения региона, которое систематически посещает учреждения культуры и искусства; bbox=[16, 1027, 196, 1033]
body-paragraph: где: bbox=[16, 1429, 23, 1434]
